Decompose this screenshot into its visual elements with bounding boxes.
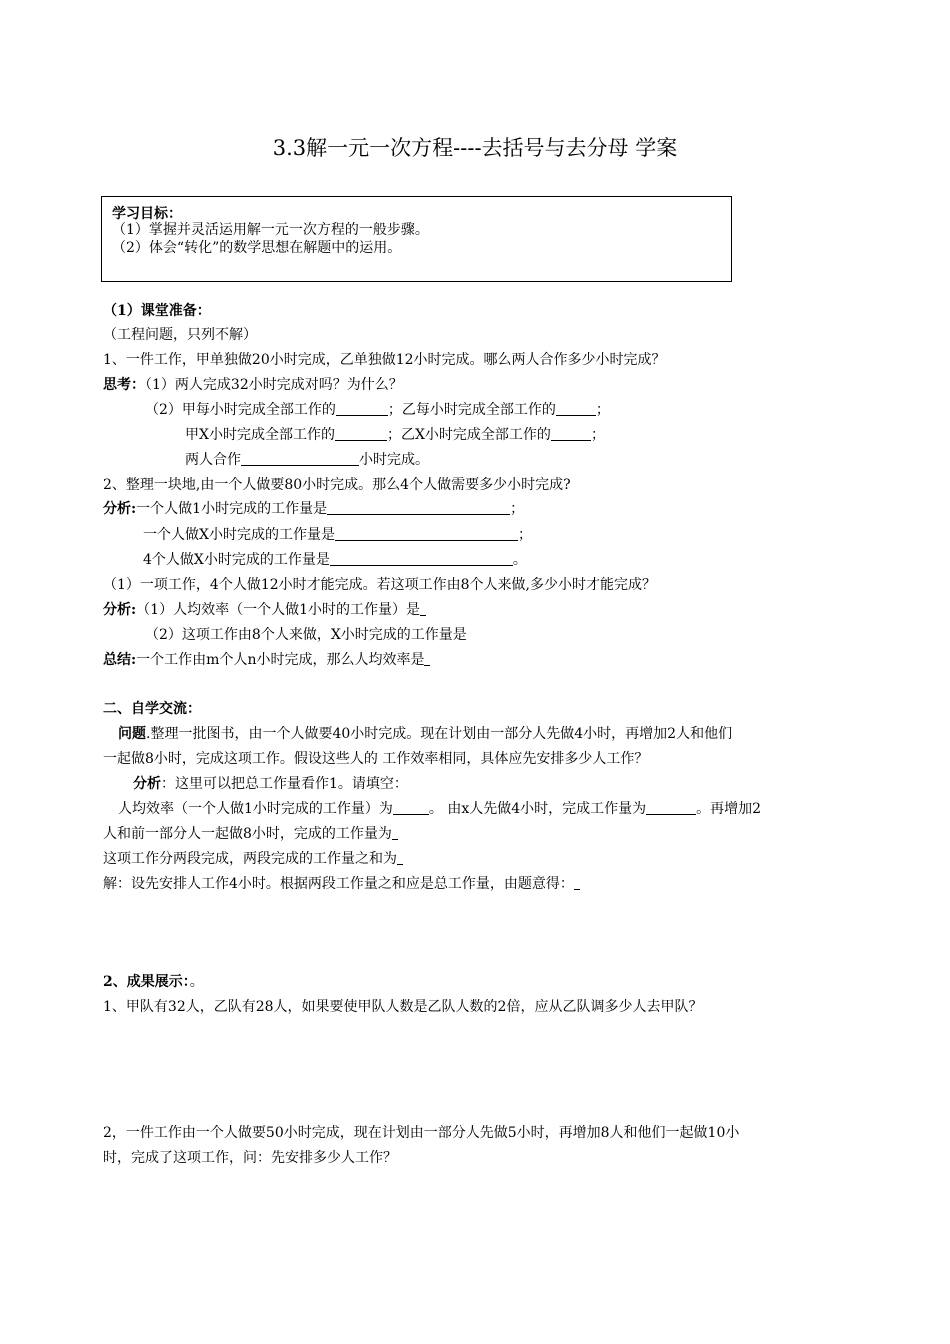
- analysis-label: 分析:: [103, 602, 137, 618]
- blank[interactable]: [327, 500, 510, 515]
- prep-heading: （1）课堂准备：: [103, 303, 211, 319]
- analysis-1-line: [103, 500, 524, 518]
- blank[interactable]: [646, 800, 696, 815]
- objectives-heading: 学习目标：: [112, 206, 182, 222]
- think-4-text-b: 小时完成。: [359, 452, 429, 468]
- think-label: 思考：: [103, 377, 145, 393]
- blank[interactable]: [335, 526, 518, 541]
- blank[interactable]: [574, 875, 580, 890]
- objectives-box: [101, 196, 732, 282]
- period: 。: [512, 552, 527, 568]
- self-analysis-text: ：这里可以把总工作量看作1。请填空：: [161, 776, 408, 792]
- think-1-line: [103, 376, 403, 394]
- question-2: 2、整理一块地,由一个人做要80小时完成。那么4个人做需要多少小时完成?: [103, 477, 571, 493]
- think-1: （1）两人完成32小时完成对吗？为什么？: [145, 377, 403, 393]
- problem-line-2: 一起做8小时，完成这项工作。假设这些人的 工作效率相同，具体应先安排多少人工作？: [103, 751, 649, 767]
- self-study-heading: 二、自学交流：: [103, 701, 201, 717]
- analysis-3-line: [143, 551, 527, 569]
- semicolon: ；: [517, 527, 532, 543]
- blank[interactable]: [241, 451, 359, 466]
- prep-note: （工程问题，只列不解）: [103, 327, 257, 343]
- think-4-text-a: 两人合作: [185, 452, 241, 468]
- blank[interactable]: [551, 426, 591, 441]
- analysis-b1-line: [103, 601, 426, 619]
- semicolon: ；: [510, 501, 525, 517]
- self-analysis-line: [133, 775, 408, 793]
- problem-label: 问题: [118, 726, 146, 742]
- think-2-text-c: ；: [595, 402, 610, 418]
- blank[interactable]: [393, 800, 429, 815]
- fill-1-text-b: 。 由x人先做4小时，完成工作量为: [428, 801, 647, 817]
- blank[interactable]: [424, 651, 430, 666]
- summary-text: 一个工作由m个人n小时完成，那么人均效率是: [136, 652, 425, 668]
- results-heading-tail: 。: [189, 974, 204, 990]
- solution-line: [103, 875, 580, 893]
- fill-2-text: 人和前一部分人一起做8小时，完成的工作量为: [103, 826, 392, 842]
- think-2-text-a: （2）甲每小时完成全部工作的: [145, 402, 336, 418]
- result-problem-2-line-2: 时，完成了这项工作，问：先安排多少人工作？: [103, 1150, 397, 1166]
- blank[interactable]: [392, 825, 398, 840]
- page-title: 3.3解一元一次方程----去括号与去分母 学案: [272, 136, 678, 160]
- analysis-2-line: [143, 526, 532, 544]
- problem-line-1: [118, 725, 732, 743]
- objective-item-1: （1）掌握并灵活运用解一元一次方程的一般步骤。: [112, 222, 429, 238]
- results-heading: 2、成果展示：: [103, 974, 190, 990]
- think-3-text-c: ；: [590, 427, 605, 443]
- fill-line-2: [103, 825, 398, 843]
- fill-line-3: [103, 850, 403, 868]
- objective-item-2: （2）体会“转化”的数学思想在解题中的运用。: [112, 240, 402, 256]
- blank[interactable]: [420, 601, 426, 616]
- fill-1-text-c: 。再增加2: [696, 801, 762, 817]
- fill-3-text: 这项工作分两段完成，两段完成的工作量之和为: [103, 851, 397, 867]
- solution-text: 解：设先安排人工作4小时。根据两段工作量之和应是总工作量，由题意得：: [103, 876, 574, 892]
- analysis-b1-text: （1）人均效率（一个人做1小时的工作量）是: [136, 602, 420, 618]
- analysis-label: 分析: [133, 776, 161, 792]
- question-3: （1）一项工作，4个人做12小时才能完成。若这项工作由8个人来做,多少小时才能完成？: [103, 577, 656, 593]
- problem-text-1: .整理一批图书，由一个人做要40小时完成。现在计划由一部分人先做4小时，再增加2人和他们: [146, 726, 733, 742]
- think-3-line: [185, 426, 605, 444]
- summary-line: [103, 651, 430, 669]
- analysis-b2: （2）这项工作由8个人来做，X小时完成的工作量是: [145, 627, 467, 643]
- blank[interactable]: [556, 401, 596, 416]
- result-problem-2-line-1: 2，一件工作由一个人做要50小时完成，现在计划由一部分人先做5小时，再增加8人和他们一起做10小: [103, 1125, 740, 1141]
- analysis-label: 分析:: [103, 501, 137, 517]
- analysis-2-text: 一个人做X小时完成的工作量是: [143, 527, 335, 543]
- analysis-3-text: 4个人做X小时完成的工作量是: [143, 552, 330, 568]
- fill-line-1: [118, 800, 761, 818]
- think-3-text-a: 甲X小时完成全部工作的: [185, 427, 335, 443]
- think-4-line: [185, 451, 429, 469]
- think-3-text-b: ；乙X小时完成全部工作的: [386, 427, 551, 443]
- fill-1-text-a: 人均效率（一个人做1小时完成的工作量）为: [118, 801, 393, 817]
- results-heading-line: [103, 973, 204, 991]
- blank[interactable]: [330, 551, 513, 566]
- question-1: 1、一件工作，甲单独做20小时完成，乙单独做12小时完成。哪么两人合作多少小时完成？: [103, 352, 666, 368]
- blank[interactable]: [335, 426, 387, 441]
- summary-label: 总结:: [103, 652, 137, 668]
- think-2-text-b: ；乙每小时完成全部工作的: [387, 402, 556, 418]
- blank[interactable]: [336, 401, 388, 416]
- think-2-line: [145, 401, 610, 419]
- blank[interactable]: [397, 850, 403, 865]
- result-problem-1: 1、甲队有32人，乙队有28人，如果要使甲队人数是乙队人数的2倍，应从乙队调多少人去甲队？: [103, 999, 703, 1015]
- analysis-1-text: 一个人做1小时完成的工作量是: [136, 501, 328, 517]
